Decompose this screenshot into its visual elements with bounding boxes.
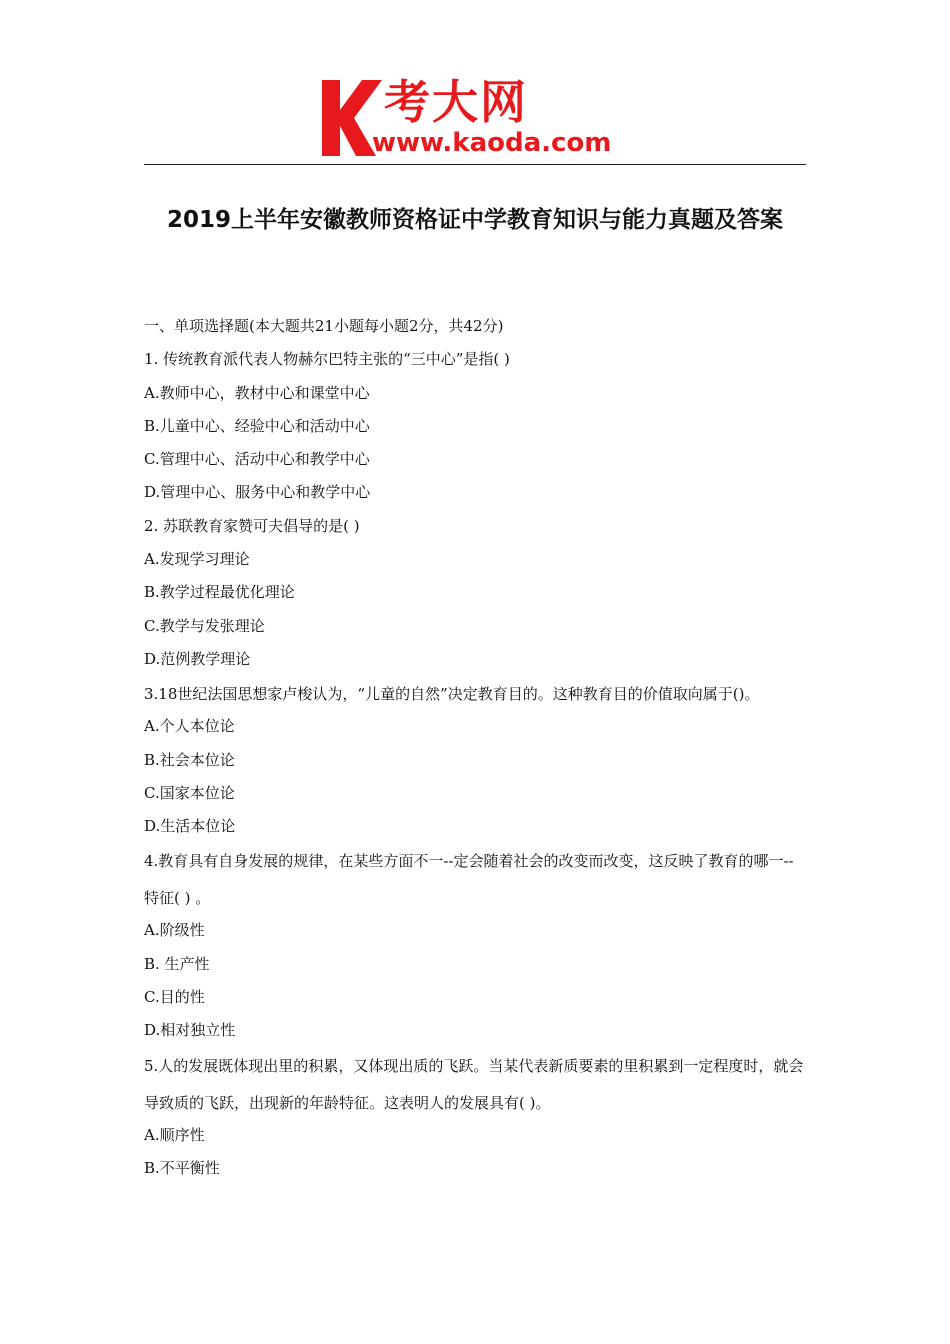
q2-option-b: B.教学过程最优化理论 xyxy=(144,583,295,602)
header-divider xyxy=(144,164,806,165)
question-1: 1. 传统教育派代表人物赫尔巴特主张的“三中心”是指( ) xyxy=(144,350,510,369)
q4-option-b: B. 生产性 xyxy=(144,954,210,973)
logo-chinese-name: 考大网 xyxy=(384,75,528,129)
q5-option-b: B.不平衡性 xyxy=(144,1158,220,1177)
q1-option-a: A.教师中心，教材中心和课堂中心 xyxy=(144,383,370,402)
q3-option-b: B.社会本位论 xyxy=(144,750,235,769)
q4-option-a: A.阶级性 xyxy=(144,921,205,940)
q1-option-d: D.管理中心、服务中心和教学中心 xyxy=(144,483,371,502)
q2-option-c: C.教学与发张理论 xyxy=(144,616,265,635)
section-heading: 一、单项选择题(本大题共21小题每小题2分，共42分) xyxy=(144,317,504,335)
q1-option-b: B.儿童中心、经验中心和活动中心 xyxy=(144,416,370,435)
q2-option-a: A.发现学习理论 xyxy=(144,550,250,569)
q1-option-c: C.管理中心、活动中心和教学中心 xyxy=(144,450,370,469)
q2-option-d: D.范例教学理论 xyxy=(144,649,251,668)
q3-option-c: C.国家本位论 xyxy=(144,783,235,802)
question-5: 5.人的发展既体现出里的积累，又体现出质的飞跃。当某代表新质要素的里积累到一定程度时，就会导致质的飞跃，出现新的年龄特征。这表明人的发展具有( )。 xyxy=(144,1056,804,1112)
question-3: 3.18世纪法国思想家卢梭认为，“儿童的自然”决定教育目的。这种教育目的价值取向属于()。 xyxy=(144,685,760,704)
q3-option-a: A.个人本位论 xyxy=(144,717,235,736)
q5-option-a: A.顺序性 xyxy=(144,1125,205,1144)
question-2: 2. 苏联教育家赞可夫倡导的是( ) xyxy=(144,516,360,535)
document-body xyxy=(144,310,806,1185)
question-4: 4.教育具有自身发展的规律，在某些方面不一--定会随着社会的改变而改变，这反映了教育的哪一--特征( ) 。 xyxy=(144,852,794,908)
q4-option-d: D.相对独立性 xyxy=(144,1021,236,1040)
logo-url[interactable]: www.kaoda.com xyxy=(372,128,612,158)
q4-option-c: C.目的性 xyxy=(144,988,205,1007)
q3-option-d: D.生活本位论 xyxy=(144,817,236,836)
kaoda-logo xyxy=(318,74,648,162)
document-title: 2019上半年安徽教师资格证中学教育知识与能力真题及答案 xyxy=(166,207,783,233)
